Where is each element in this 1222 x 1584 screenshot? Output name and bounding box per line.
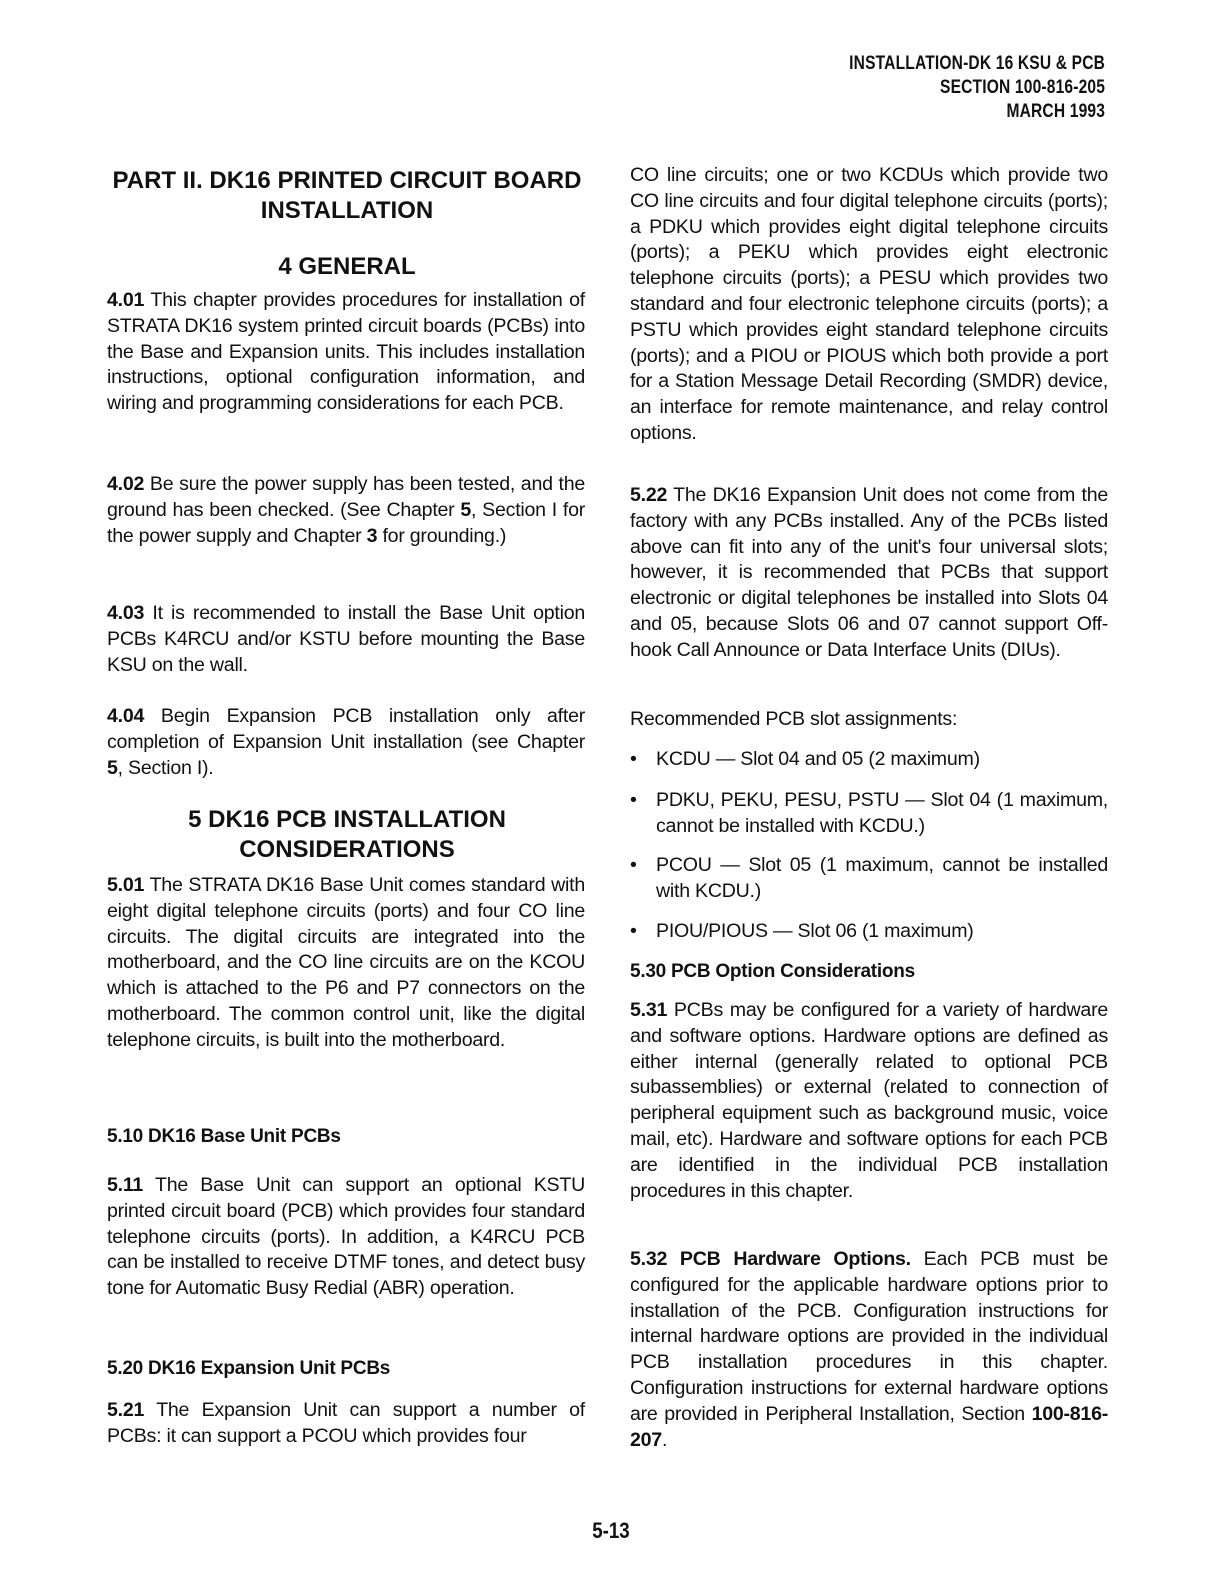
- paragraph-number: 5.21: [107, 1399, 145, 1421]
- paragraph-text: PCBs may be configured for a variety of hardware and software options. Hardware options are defined as either internal (generally related to optional PCB subassemblies) or external (related to connection of peripheral equipment such as background music, voice mail, etc). Hardware and software options for each PCB are identified in the individual PCB installation procedures in this chapter.: [630, 999, 1108, 1202]
- bullet-text: PDKU, PEKU, PESU, PSTU — Slot 04 (1 maximum, cannot be installed with KCDU.): [656, 789, 1108, 837]
- bullet-item: [630, 747, 1108, 773]
- section-5-heading: [107, 805, 587, 865]
- paragraph-5-11: [107, 1173, 585, 1302]
- paragraph-heading: 5.32 PCB Hardware Options.: [630, 1248, 911, 1270]
- paragraph-number: 4.01: [107, 289, 145, 311]
- paragraph-text: The DK16 Expansion Unit does not come from the factory with any PCBs installed. Any of the PCBs listed above can fit into any of the unit's four universal slots; however, it is recommended that PCBs that support electronic or digital telephones be installed into Slots 04 and 05, because Slots 06 and 07 cannot support Off-hook Call Announce or Data Interface Units (DIUs).: [630, 484, 1108, 661]
- header-title: INSTALLATION-DK 16 KSU & PCB: [849, 53, 1105, 74]
- part-title-line1: PART II. DK16 PRINTED CIRCUIT BOARD: [112, 167, 582, 194]
- paragraph-4-02: [107, 472, 585, 549]
- recommended-slots-intro: Recommended PCB slot assignments:: [630, 708, 958, 730]
- paragraph-5-22: [630, 483, 1108, 664]
- paragraph-4-03: [107, 601, 585, 678]
- bullet-item: [630, 919, 1108, 945]
- chapter-ref: 3: [366, 524, 378, 547]
- paragraph-number: 4.03: [107, 602, 145, 624]
- header-date: MARCH 1993: [1006, 101, 1105, 122]
- page-number: 5-13: [592, 1518, 630, 1543]
- paragraph-text: The Expansion Unit can support a number of PCBs: it can support a PCOU which provides four: [107, 1399, 585, 1447]
- paragraph-text: Begin Expansion PCB installation only after completion of Expansion Unit installation (see Chapter: [107, 705, 585, 753]
- paragraph-text: This chapter provides procedures for installation of STRATA DK16 system printed circuit boards (PCBs) into the Base and Expansion units. This includes installation instructions, optional configuration information, and wiring and programming considerations for each PCB.: [107, 289, 585, 415]
- bullet-icon: •: [630, 920, 637, 942]
- paragraph-number: 5.01: [107, 874, 145, 896]
- bullet-text: PCOU — Slot 05 (1 maximum, cannot be installed with KCDU.): [656, 854, 1108, 902]
- section-5-heading-line2: CONSIDERATIONS: [239, 836, 455, 863]
- chapter-ref: 5: [460, 498, 472, 521]
- paragraph-5-32: [630, 1247, 1108, 1453]
- bullet-icon: •: [630, 854, 637, 876]
- bullet-item: [630, 788, 1108, 840]
- paragraph-number: 5.11: [107, 1174, 144, 1196]
- subsection-5-20-heading: 5.20 DK16 Expansion Unit PCBs: [107, 1358, 391, 1379]
- paragraph-text: Be sure the power supply has been tested, and the ground has been checked. (See Chapter: [107, 473, 585, 521]
- bullet-icon: •: [630, 748, 637, 770]
- paragraph-text: , Section I for the power supply and Chapter: [107, 498, 585, 547]
- paragraph-5-21-continued: CO line circuits; one or two KCDUs which provide two CO line circuits and four digital telephone circuits (ports); a PDKU which provides eight digital telephone circuits (ports); a PEKU which provides eight electronic telephone circuits (ports); a PESU which provides two standard and four electronic telephone circuits (ports); a PSTU which provides eight standard telephone circuits (ports); and a PIOU or PIOUS which both provide a port for a Station Message Detail Recording (SMDR) device, an interface for remote maintenance, and relay control options.: [630, 164, 1108, 444]
- section-4-heading: 4 GENERAL: [278, 253, 416, 280]
- paragraph-4-04: [107, 704, 585, 781]
- subsection-5-30-heading: 5.30 PCB Option Considerations: [630, 961, 915, 982]
- part-title: [107, 166, 587, 226]
- paragraph-5-31: [630, 998, 1108, 1204]
- section-5-heading-line1: 5 DK16 PCB INSTALLATION: [188, 806, 506, 833]
- paragraph-text: The STRATA DK16 Base Unit comes standard with eight digital telephone circuits (ports) and four CO line circuits. The digital circuits are integrated into the motherboard, and the CO line circuits are on the KCOU which is attached to the P6 and P7 connectors on the motherboard. The common control unit, like the digital telephone circuits, is built into the motherboard.: [107, 874, 585, 1051]
- paragraph-text: .: [661, 1428, 668, 1451]
- part-title-line2: INSTALLATION: [260, 197, 434, 224]
- paragraph-5-01: [107, 873, 585, 1054]
- paragraph-text: , Section I).: [117, 756, 214, 779]
- bullet-icon: •: [630, 789, 637, 811]
- paragraph-number: 5.22: [630, 484, 668, 506]
- paragraph-4-01: [107, 288, 585, 417]
- section-ref: 100-816-207: [630, 1402, 1108, 1451]
- bullet-text: PIOU/PIOUS — Slot 06 (1 maximum): [656, 920, 974, 942]
- bullet-item: [630, 853, 1108, 905]
- paragraph-number: 4.04: [107, 705, 145, 727]
- paragraph-number: 4.02: [107, 473, 145, 495]
- chapter-ref: 5: [107, 756, 118, 779]
- header-section: SECTION 100-816-205: [939, 77, 1105, 98]
- paragraph-5-21: [107, 1398, 585, 1450]
- subsection-5-10-heading: 5.10 DK16 Base Unit PCBs: [107, 1126, 341, 1147]
- paragraph-text: The Base Unit can support an optional KSTU printed circuit board (PCB) which provides four standard telephone circuits (ports). In addition, a K4RCU PCB can be installed to receive DTMF tones, and detect busy tone for Automatic Busy Redial (ABR) operation.: [107, 1174, 585, 1300]
- paragraph-text: for grounding.): [377, 524, 507, 547]
- bullet-text: KCDU — Slot 04 and 05 (2 maximum): [656, 748, 980, 770]
- paragraph-text: Each PCB must be configured for the applicable hardware options prior to installation of the PCB. Configuration instructions for internal hardware options are provided in the individual PCB installation procedures in this chapter. Configuration instructions for external hardware options are provided in Peripheral Installation, Section: [630, 1248, 1109, 1425]
- paragraph-number: 5.31: [630, 999, 668, 1021]
- running-header: [849, 52, 1105, 124]
- paragraph-text: It is recommended to install the Base Unit option PCBs K4RCU and/or KSTU before mounting the Base KSU on the wall.: [107, 602, 585, 676]
